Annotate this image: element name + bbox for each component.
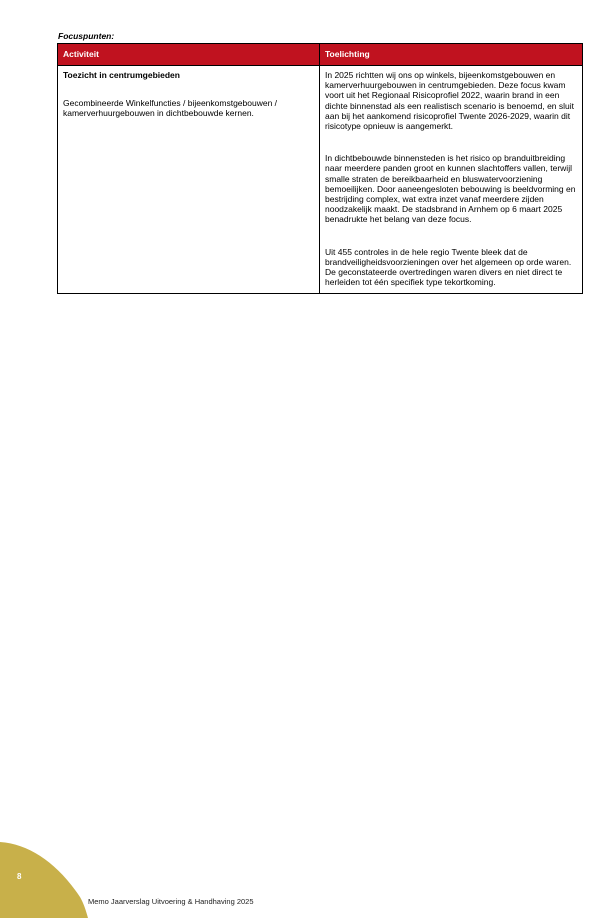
focus-table	[57, 43, 583, 294]
page-number: 8	[17, 872, 22, 881]
footer-decoration-shape	[0, 842, 90, 918]
table-row	[58, 66, 583, 294]
column-header-explanation: Toelichting	[320, 44, 583, 66]
activity-description: Gecombineerde Winkelfuncties / bijeenkomstgebouwen / kamerverhuurgebouwen in dichtbebouwde kernen.	[63, 98, 278, 119]
activity-cell	[58, 66, 320, 294]
explanation-paragraph-2: In dichtbebouwde binnensteden is het risico op branduitbreiding naar meerdere panden groot en kunnen slachtoffers vallen, terwijl smalle straten de bereikbaarheid en bluswatervoorziening bemoeilijken. Door aaneengesloten bebouwing is beeldvorming en bestrijding complex, wat extra inzet vanaf meerdere zijden noodzakelijk maakt. De stadsbrand in Arnhem op 6 maart 2025 benadrukte het belang van deze focus.	[325, 153, 576, 225]
explanation-paragraph-3: Uit 455 controles in de hele regio Twente bleek dat de brandveiligheidsvoorzieningen over het algemeen op orde waren. De geconstateerde overtredingen waren divers en niet direct te herleiden tot één specifiek type tekortkoming.	[325, 246, 572, 288]
explanation-paragraph-1: In 2025 richtten wij ons op winkels, bijeenkomstgebouwen en kamerverhuurgebouwen in centrumgebieden. Deze focus kwam voort uit het Regionaal Risicoprofiel 2022, waarin brand in een dichte binnenstad als een realistisch scenario is benoemd, en sluit aan bij het aankomend risicoprofiel Twente 2026-2029, waarin dit risicotype opnieuw is aangemerkt.	[325, 70, 575, 132]
column-header-activity: Activiteit	[58, 44, 320, 66]
table-header-row	[58, 44, 583, 66]
explanation-cell	[320, 66, 583, 294]
footer-document-title: Memo Jaarverslag Uitvoering & Handhaving 2025	[88, 897, 254, 906]
activity-title: Toezicht in centrumgebieden	[63, 70, 180, 80]
section-heading: Focuspunten:	[58, 31, 115, 41]
